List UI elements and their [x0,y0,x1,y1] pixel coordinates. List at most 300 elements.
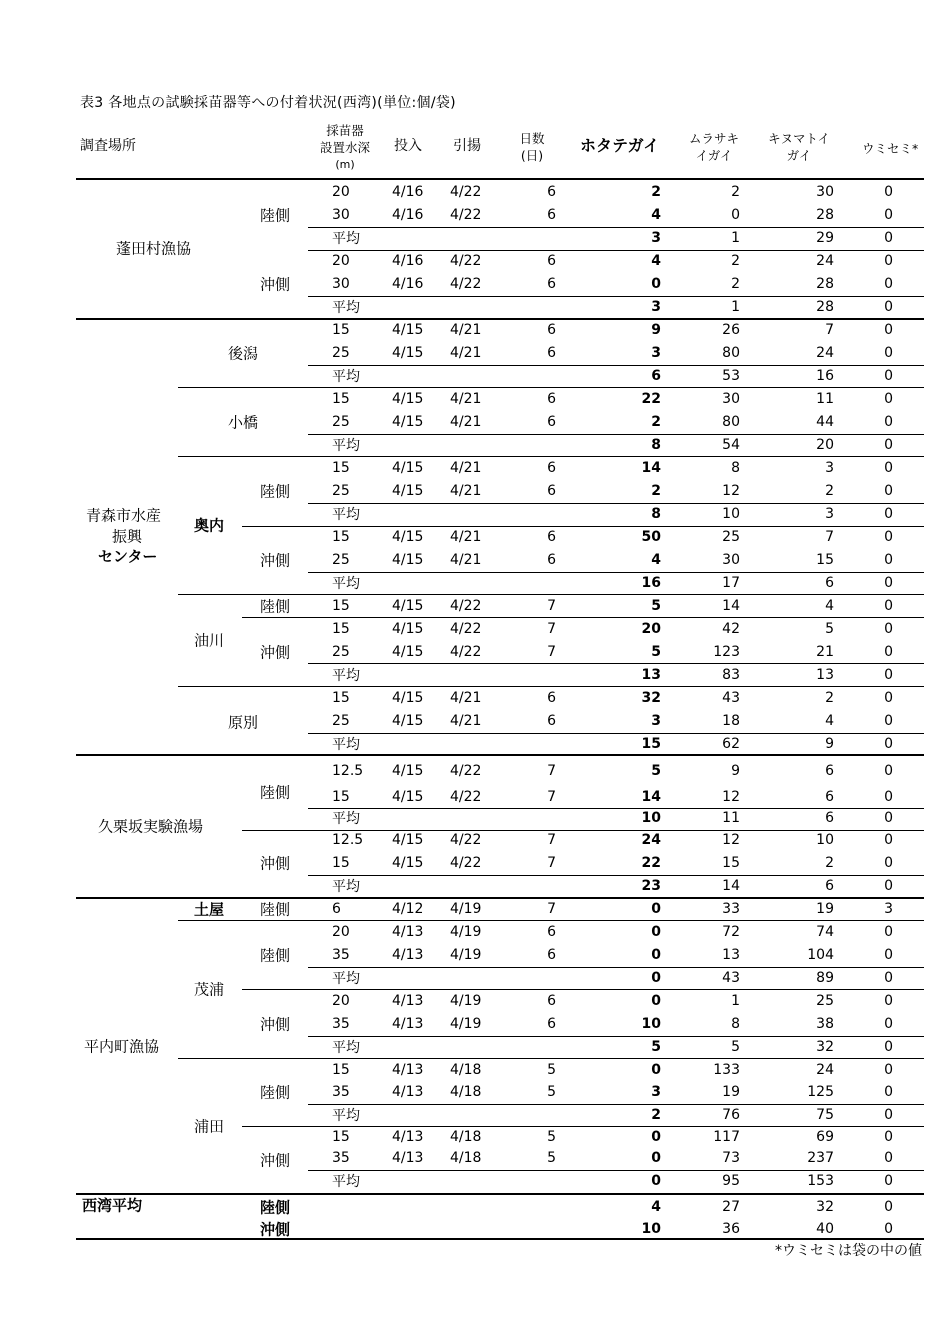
cell-kinu: 6 [825,575,834,591]
cell-murasaki: 8 [731,460,740,476]
cell-deploy: 4/15 [392,460,424,476]
cell-kinu: 9 [825,736,834,752]
header-kinu-line1: キヌマトイ [768,131,830,146]
site-label-harabetsu: 原別 [228,713,259,732]
cell-murasaki: 123 [713,644,740,660]
cell-umisemi: 0 [884,667,893,683]
header-murasaki-line2: イガイ [695,148,733,163]
side-label: 陸側 [260,206,291,225]
cell-depth: 35 [332,947,350,963]
cell-kinu: 15 [816,552,834,568]
cell-kinu: 3 [825,460,834,476]
cell-deploy: 4/16 [392,276,424,292]
cell-depth: 25 [332,414,350,430]
cell-days: 7 [547,644,556,660]
cell-retrieve: 4/22 [450,207,482,223]
cell-murasaki: 73 [722,1150,740,1166]
cell-umisemi: 0 [884,993,893,1009]
cell-retrieve: 4/21 [450,529,482,545]
cell-days: 6 [547,529,556,545]
footnote: *ウミセミは袋の中の値 [775,1243,922,1259]
header-depth-line2: 設置水深 [319,140,370,155]
cell-kinu: 2 [825,483,834,499]
group-label-aomori-2: 振興 [112,527,143,546]
cell-kinu: 11 [816,391,834,407]
group-label-kuguri: 久栗坂実験漁場 [98,817,204,836]
cell-kinu: 7 [825,322,834,338]
cell-deploy: 4/15 [392,621,424,637]
cell-hotate: 0 [651,1129,661,1145]
cell-depth: 平均 [332,811,360,827]
cell-hotate: 5 [651,598,661,614]
cell-retrieve: 4/21 [450,690,482,706]
cell-depth: 15 [332,1062,350,1078]
cell-depth: 15 [332,391,350,407]
cell-deploy: 4/15 [392,483,424,499]
cell-kinu: 2 [825,855,834,871]
cell-umisemi: 0 [884,552,893,568]
cell-hotate: 0 [651,947,661,963]
cell-kinu: 20 [816,437,834,453]
cell-umisemi: 0 [884,763,893,779]
cell-hotate: 9 [651,322,661,338]
cell-days: 6 [547,690,556,706]
cell-hotate: 13 [641,667,661,683]
cell-deploy: 4/15 [392,690,424,706]
cell-umisemi: 0 [884,184,893,200]
side-label: 陸側 [260,1198,291,1217]
cell-hotate: 0 [651,1150,661,1166]
cell-kinu: 38 [816,1016,834,1032]
cell-depth: 30 [332,276,350,292]
cell-retrieve: 4/19 [450,1016,482,1032]
cell-summary-umisemi: 0 [884,1221,893,1237]
cell-days: 7 [547,763,556,779]
cell-days: 7 [547,598,556,614]
cell-hotate: 2 [651,483,661,499]
cell-depth: 25 [332,483,350,499]
cell-deploy: 4/15 [392,414,424,430]
cell-retrieve: 4/22 [450,855,482,871]
cell-deploy: 4/13 [392,947,424,963]
cell-days: 6 [547,391,556,407]
cell-kinu: 4 [825,598,834,614]
site-label-kobashi: 小橋 [228,413,259,432]
cell-days: 6 [547,460,556,476]
cell-kinu: 6 [825,763,834,779]
cell-retrieve: 4/18 [450,1150,482,1166]
cell-umisemi: 0 [884,924,893,940]
cell-kinu: 75 [816,1107,834,1123]
cell-depth: 平均 [332,300,360,316]
cell-retrieve: 4/22 [450,644,482,660]
cell-deploy: 4/13 [392,1150,424,1166]
cell-depth: 15 [332,460,350,476]
cell-kinu: 69 [816,1129,834,1145]
table-caption: 表3 各地点の試験採苗器等への付着状況(西湾)(単位:個/袋) [80,95,456,111]
cell-hotate: 8 [651,506,661,522]
cell-deploy: 4/15 [392,644,424,660]
table-rule [76,754,924,756]
cell-murasaki: 12 [722,789,740,805]
table-rule [178,686,924,687]
cell-kinu: 6 [825,789,834,805]
cell-depth: 平均 [332,737,360,753]
cell-depth: 平均 [332,1174,360,1190]
cell-hotate: 0 [651,924,661,940]
cell-kinu: 74 [816,924,834,940]
cell-depth: 12.5 [332,832,364,848]
cell-hotate: 3 [651,345,661,361]
cell-retrieve: 4/18 [450,1084,482,1100]
header-murasaki-line1: ムラサキ [688,131,739,146]
side-label: 沖側 [260,854,291,873]
cell-kinu: 32 [816,1039,834,1055]
cell-deploy: 4/16 [392,207,424,223]
cell-murasaki: 10 [722,506,740,522]
cell-umisemi: 0 [884,1129,893,1145]
cell-days: 5 [547,1129,556,1145]
cell-depth: 25 [332,644,350,660]
table-rule [178,594,924,595]
cell-hotate: 3 [651,713,661,729]
cell-days: 6 [547,207,556,223]
cell-depth: 平均 [332,971,360,987]
table-rule [308,572,924,573]
header-days-line2: (日) [520,148,544,163]
cell-depth: 平均 [332,879,360,895]
cell-kinu: 4 [825,713,834,729]
cell-umisemi: 0 [884,437,893,453]
table-rule [308,526,924,527]
cell-murasaki: 30 [722,391,740,407]
cell-days: 7 [547,855,556,871]
table-rule [242,830,924,831]
cell-umisemi: 0 [884,414,893,430]
side-label: 沖側 [260,1220,291,1239]
cell-depth: 25 [332,713,350,729]
cell-murasaki: 15 [722,855,740,871]
table-rule [308,1104,924,1105]
cell-depth: 平均 [332,369,360,385]
cell-murasaki: 12 [722,483,740,499]
site-label-moura: 茂浦 [194,980,225,999]
site-label-aburakawa: 油川 [194,631,225,650]
cell-hotate: 0 [651,970,661,986]
cell-hotate: 0 [651,901,661,917]
cell-kinu: 25 [816,993,834,1009]
cell-deploy: 4/13 [392,1062,424,1078]
cell-depth: 平均 [332,507,360,523]
cell-umisemi: 0 [884,598,893,614]
cell-umisemi: 0 [884,575,893,591]
cell-deploy: 4/15 [392,713,424,729]
table-rule [76,318,924,320]
cell-kinu: 28 [816,207,834,223]
cell-depth: 25 [332,345,350,361]
header-days-line1: 日数 [519,131,545,146]
cell-murasaki: 12 [722,832,740,848]
cell-summary-hotate: 10 [641,1221,661,1237]
table-rule [242,989,924,990]
cell-hotate: 2 [651,1107,661,1123]
table-rule [308,365,924,366]
cell-murasaki: 19 [722,1084,740,1100]
cell-hotate: 24 [641,832,661,848]
cell-umisemi: 0 [884,483,893,499]
cell-deploy: 4/15 [392,322,424,338]
table-rule [178,920,924,921]
cell-umisemi: 0 [884,299,893,315]
cell-depth: 35 [332,1016,350,1032]
cell-hotate: 14 [641,460,661,476]
cell-summary-murasaki: 36 [722,1221,740,1237]
cell-summary-umisemi: 0 [884,1199,893,1215]
cell-deploy: 4/13 [392,924,424,940]
cell-retrieve: 4/18 [450,1129,482,1145]
cell-murasaki: 1 [731,230,740,246]
header-kinu-line2: ガイ [786,148,812,163]
cell-umisemi: 0 [884,506,893,522]
cell-umisemi: 0 [884,810,893,826]
cell-murasaki: 18 [722,713,740,729]
cell-days: 6 [547,924,556,940]
cell-kinu: 125 [807,1084,834,1100]
cell-hotate: 15 [641,736,661,752]
cell-deploy: 4/12 [392,901,424,917]
cell-days: 6 [547,414,556,430]
header-depth-line3: (m) [335,158,355,171]
cell-depth: 平均 [332,231,360,247]
cell-summary-murasaki: 27 [722,1199,740,1215]
cell-depth: 6 [332,901,341,917]
cell-umisemi: 0 [884,1107,893,1123]
cell-murasaki: 1 [731,299,740,315]
cell-umisemi: 0 [884,878,893,894]
cell-hotate: 2 [651,184,661,200]
table-rule [308,434,924,435]
cell-kinu: 30 [816,184,834,200]
cell-umisemi: 0 [884,644,893,660]
cell-depth: 平均 [332,576,360,592]
table-rule [76,178,924,180]
cell-depth: 30 [332,207,350,223]
cell-umisemi: 0 [884,947,893,963]
cell-deploy: 4/13 [392,1084,424,1100]
table-rule [308,1036,924,1037]
cell-retrieve: 4/22 [450,253,482,269]
cell-umisemi: 0 [884,621,893,637]
cell-deploy: 4/13 [392,993,424,1009]
cell-umisemi: 0 [884,713,893,729]
cell-retrieve: 4/21 [450,483,482,499]
cell-umisemi: 0 [884,529,893,545]
cell-retrieve: 4/21 [450,391,482,407]
cell-days: 6 [547,276,556,292]
table-rule [308,808,924,809]
cell-depth: 15 [332,322,350,338]
cell-deploy: 4/15 [392,789,424,805]
cell-kinu: 28 [816,276,834,292]
cell-hotate: 16 [641,575,661,591]
cell-days: 6 [547,322,556,338]
cell-depth: 20 [332,253,350,269]
side-label: 陸側 [260,597,291,616]
cell-murasaki: 83 [722,667,740,683]
site-label-okunai: 奥内 [194,516,225,535]
table-rule [308,227,924,228]
cell-murasaki: 26 [722,322,740,338]
cell-hotate: 0 [651,1062,661,1078]
cell-hotate: 0 [651,1173,661,1189]
cell-hotate: 3 [651,299,661,315]
cell-days: 7 [547,789,556,805]
cell-murasaki: 13 [722,947,740,963]
cell-depth: 15 [332,529,350,545]
cell-hotate: 8 [651,437,661,453]
cell-hotate: 4 [651,207,661,223]
cell-kinu: 44 [816,414,834,430]
cell-deploy: 4/15 [392,529,424,545]
cell-hotate: 10 [641,1016,661,1032]
side-label: 陸側 [260,946,291,965]
cell-kinu: 29 [816,230,834,246]
cell-umisemi: 0 [884,855,893,871]
group-label-aomori-1: 青森市水産 [86,506,162,525]
cell-kinu: 19 [816,901,834,917]
cell-days: 5 [547,1084,556,1100]
table-rule [308,733,924,734]
table-rule [242,1126,924,1127]
cell-retrieve: 4/21 [450,322,482,338]
header-location: 調査場所 [80,138,136,154]
header-deploy: 投入 [394,138,422,154]
side-label: 陸側 [260,900,291,919]
cell-hotate: 5 [651,763,661,779]
cell-umisemi: 0 [884,460,893,476]
cell-deploy: 4/15 [392,763,424,779]
cell-umisemi: 0 [884,391,893,407]
group-label-aomori-3: センター [98,547,158,566]
cell-hotate: 0 [651,276,661,292]
cell-retrieve: 4/22 [450,184,482,200]
cell-depth: 35 [332,1150,350,1166]
cell-kinu: 24 [816,253,834,269]
cell-hotate: 3 [651,230,661,246]
header-retrieve: 引揚 [453,138,481,154]
group-label-summary: 西湾平均 [82,1196,143,1215]
cell-days: 6 [547,993,556,1009]
cell-murasaki: 8 [731,1016,740,1032]
side-label: 陸側 [260,1083,291,1102]
cell-retrieve: 4/21 [450,345,482,361]
side-label: 陸側 [260,482,291,501]
site-label-ushirogata: 後潟 [228,344,259,363]
cell-murasaki: 72 [722,924,740,940]
cell-hotate: 3 [651,1084,661,1100]
table-rule [308,296,924,297]
cell-umisemi: 0 [884,970,893,986]
cell-retrieve: 4/21 [450,713,482,729]
cell-deploy: 4/13 [392,1016,424,1032]
cell-depth: 15 [332,855,350,871]
cell-kinu: 6 [825,810,834,826]
cell-retrieve: 4/19 [450,993,482,1009]
cell-hotate: 4 [651,552,661,568]
cell-kinu: 104 [807,947,834,963]
cell-summary-kinu: 32 [816,1199,834,1215]
cell-murasaki: 9 [731,763,740,779]
cell-summary-hotate: 4 [651,1199,661,1215]
cell-days: 7 [547,621,556,637]
cell-murasaki: 76 [722,1107,740,1123]
cell-depth: 20 [332,184,350,200]
cell-umisemi: 0 [884,789,893,805]
cell-umisemi: 0 [884,1039,893,1055]
cell-kinu: 6 [825,878,834,894]
cell-umisemi: 0 [884,253,893,269]
cell-umisemi: 0 [884,368,893,384]
table-rule [178,456,924,457]
cell-murasaki: 11 [722,810,740,826]
site-label-urata: 浦田 [194,1117,225,1136]
cell-deploy: 4/15 [392,552,424,568]
cell-kinu: 16 [816,368,834,384]
cell-umisemi: 0 [884,207,893,223]
cell-hotate: 5 [651,644,661,660]
cell-murasaki: 133 [713,1062,740,1078]
cell-depth: 15 [332,1129,350,1145]
cell-depth: 15 [332,598,350,614]
cell-kinu: 153 [807,1173,834,1189]
table-rule [308,1170,924,1171]
cell-depth: 平均 [332,1108,360,1124]
cell-murasaki: 25 [722,529,740,545]
cell-retrieve: 4/19 [450,947,482,963]
table-rule [308,967,924,968]
cell-retrieve: 4/22 [450,832,482,848]
cell-retrieve: 4/18 [450,1062,482,1078]
cell-days: 6 [547,947,556,963]
cell-days: 5 [547,1062,556,1078]
cell-murasaki: 0 [731,207,740,223]
cell-hotate: 32 [641,690,661,706]
cell-days: 7 [547,832,556,848]
cell-days: 6 [547,552,556,568]
cell-kinu: 21 [816,644,834,660]
cell-deploy: 4/15 [392,345,424,361]
cell-murasaki: 53 [722,368,740,384]
cell-deploy: 4/15 [392,391,424,407]
cell-umisemi: 0 [884,690,893,706]
table-rule [308,663,924,664]
cell-murasaki: 2 [731,184,740,200]
side-label: 沖側 [260,643,291,662]
cell-days: 6 [547,184,556,200]
cell-kinu: 24 [816,345,834,361]
cell-murasaki: 33 [722,901,740,917]
table-rule [308,250,924,251]
cell-murasaki: 95 [722,1173,740,1189]
site-label-tsuchiya: 土屋 [194,900,225,919]
cell-hotate: 14 [641,789,661,805]
header-umisemi: ウミセミ* [862,141,919,156]
cell-kinu: 7 [825,529,834,545]
side-label: 陸側 [260,783,291,802]
cell-kinu: 237 [807,1150,834,1166]
group-label-hiranai: 平内町漁協 [84,1037,160,1056]
cell-murasaki: 2 [731,276,740,292]
